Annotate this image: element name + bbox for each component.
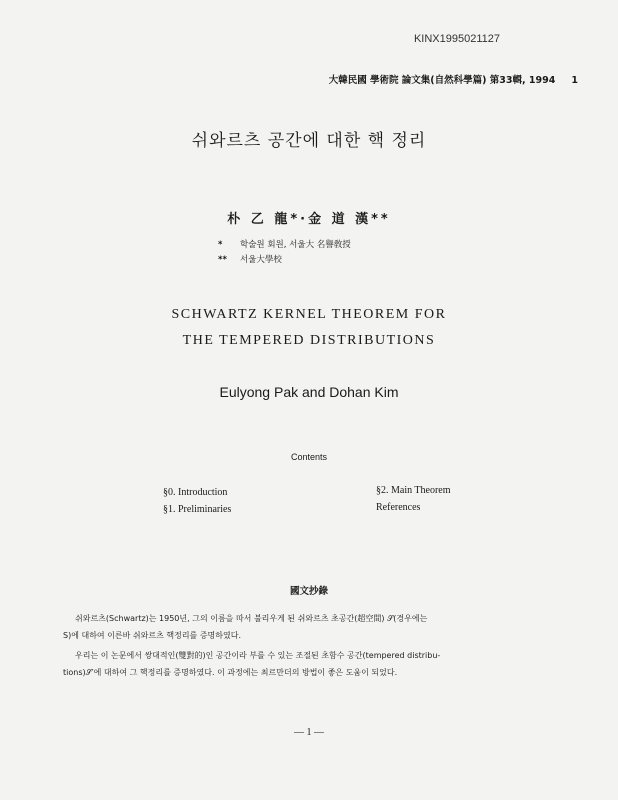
toc-left-column	[163, 484, 231, 518]
english-title-line-1: SCHWARTZ KERNEL THEOREM FOR	[171, 307, 447, 322]
contents-heading: Contents	[290, 452, 328, 462]
abstract-p2-line-2: tions)𝒮′에 대하여 그 핵정리를 증명하였다. 이 과정에는 최르만더의 방법이 좋은 도움이 되었다.	[63, 668, 398, 677]
abstract-heading: 國文抄錄	[289, 586, 328, 597]
abstract-p1-line-1: 쉬와르츠(Schwartz)는 1950년, 그의 이름을 따서 불리우게 된 쉬와르츠 초공간(超空間) 𝒮(경우에는	[75, 614, 428, 623]
english-authors: Eulyong Pak and Dohan Kim	[219, 384, 399, 400]
abstract-p2-line-1: 우리는 이 논문에서 쌍대적인(雙對的)인 공간이라 부를 수 있는 조절된 초함수 공간(tempered distribu-	[75, 651, 441, 660]
affiliation-text: 학술원 회원, 서울大 名譽敎授	[240, 240, 351, 250]
document-id: KINX1995021127	[413, 33, 500, 45]
toc-item-main-theorem: §2. Main Theorem	[376, 485, 451, 496]
korean-authors: 朴 乙 龍*·金 道 漢**	[227, 212, 391, 227]
toc-item-preliminaries: §1. Preliminaries	[163, 504, 232, 515]
toc-item-introduction: §0. Introduction	[163, 487, 228, 498]
toc-right-column	[376, 482, 451, 516]
affiliations	[218, 238, 351, 268]
affiliation-2	[218, 253, 351, 268]
korean-abstract	[63, 610, 551, 684]
affiliation-text: 서울大學校	[240, 255, 282, 265]
affiliation-marker: **	[218, 255, 227, 265]
abstract-paragraph-2	[63, 647, 551, 681]
page-number: — 1 —	[294, 727, 324, 738]
english-title-line-2: THE TEMPERED DISTRIBUTIONS	[182, 333, 436, 348]
toc-item-references: References	[376, 502, 421, 513]
abstract-paragraph-1	[63, 610, 551, 644]
header-page-number: 1	[571, 75, 578, 86]
running-header	[329, 72, 578, 86]
korean-title: 쉬와르츠 공간에 대한 핵 정리	[191, 131, 427, 151]
affiliation-1	[218, 238, 351, 253]
abstract-p1-line-2: S)에 대하여 이른바 쉬와르츠 핵정리를 증명하였다.	[63, 631, 242, 640]
journal-citation: 大韓民國 學術院 論文集(自然科學篇) 第33輯, 1994	[328, 75, 556, 86]
english-title	[0, 302, 618, 354]
affiliation-marker: *	[218, 240, 223, 250]
